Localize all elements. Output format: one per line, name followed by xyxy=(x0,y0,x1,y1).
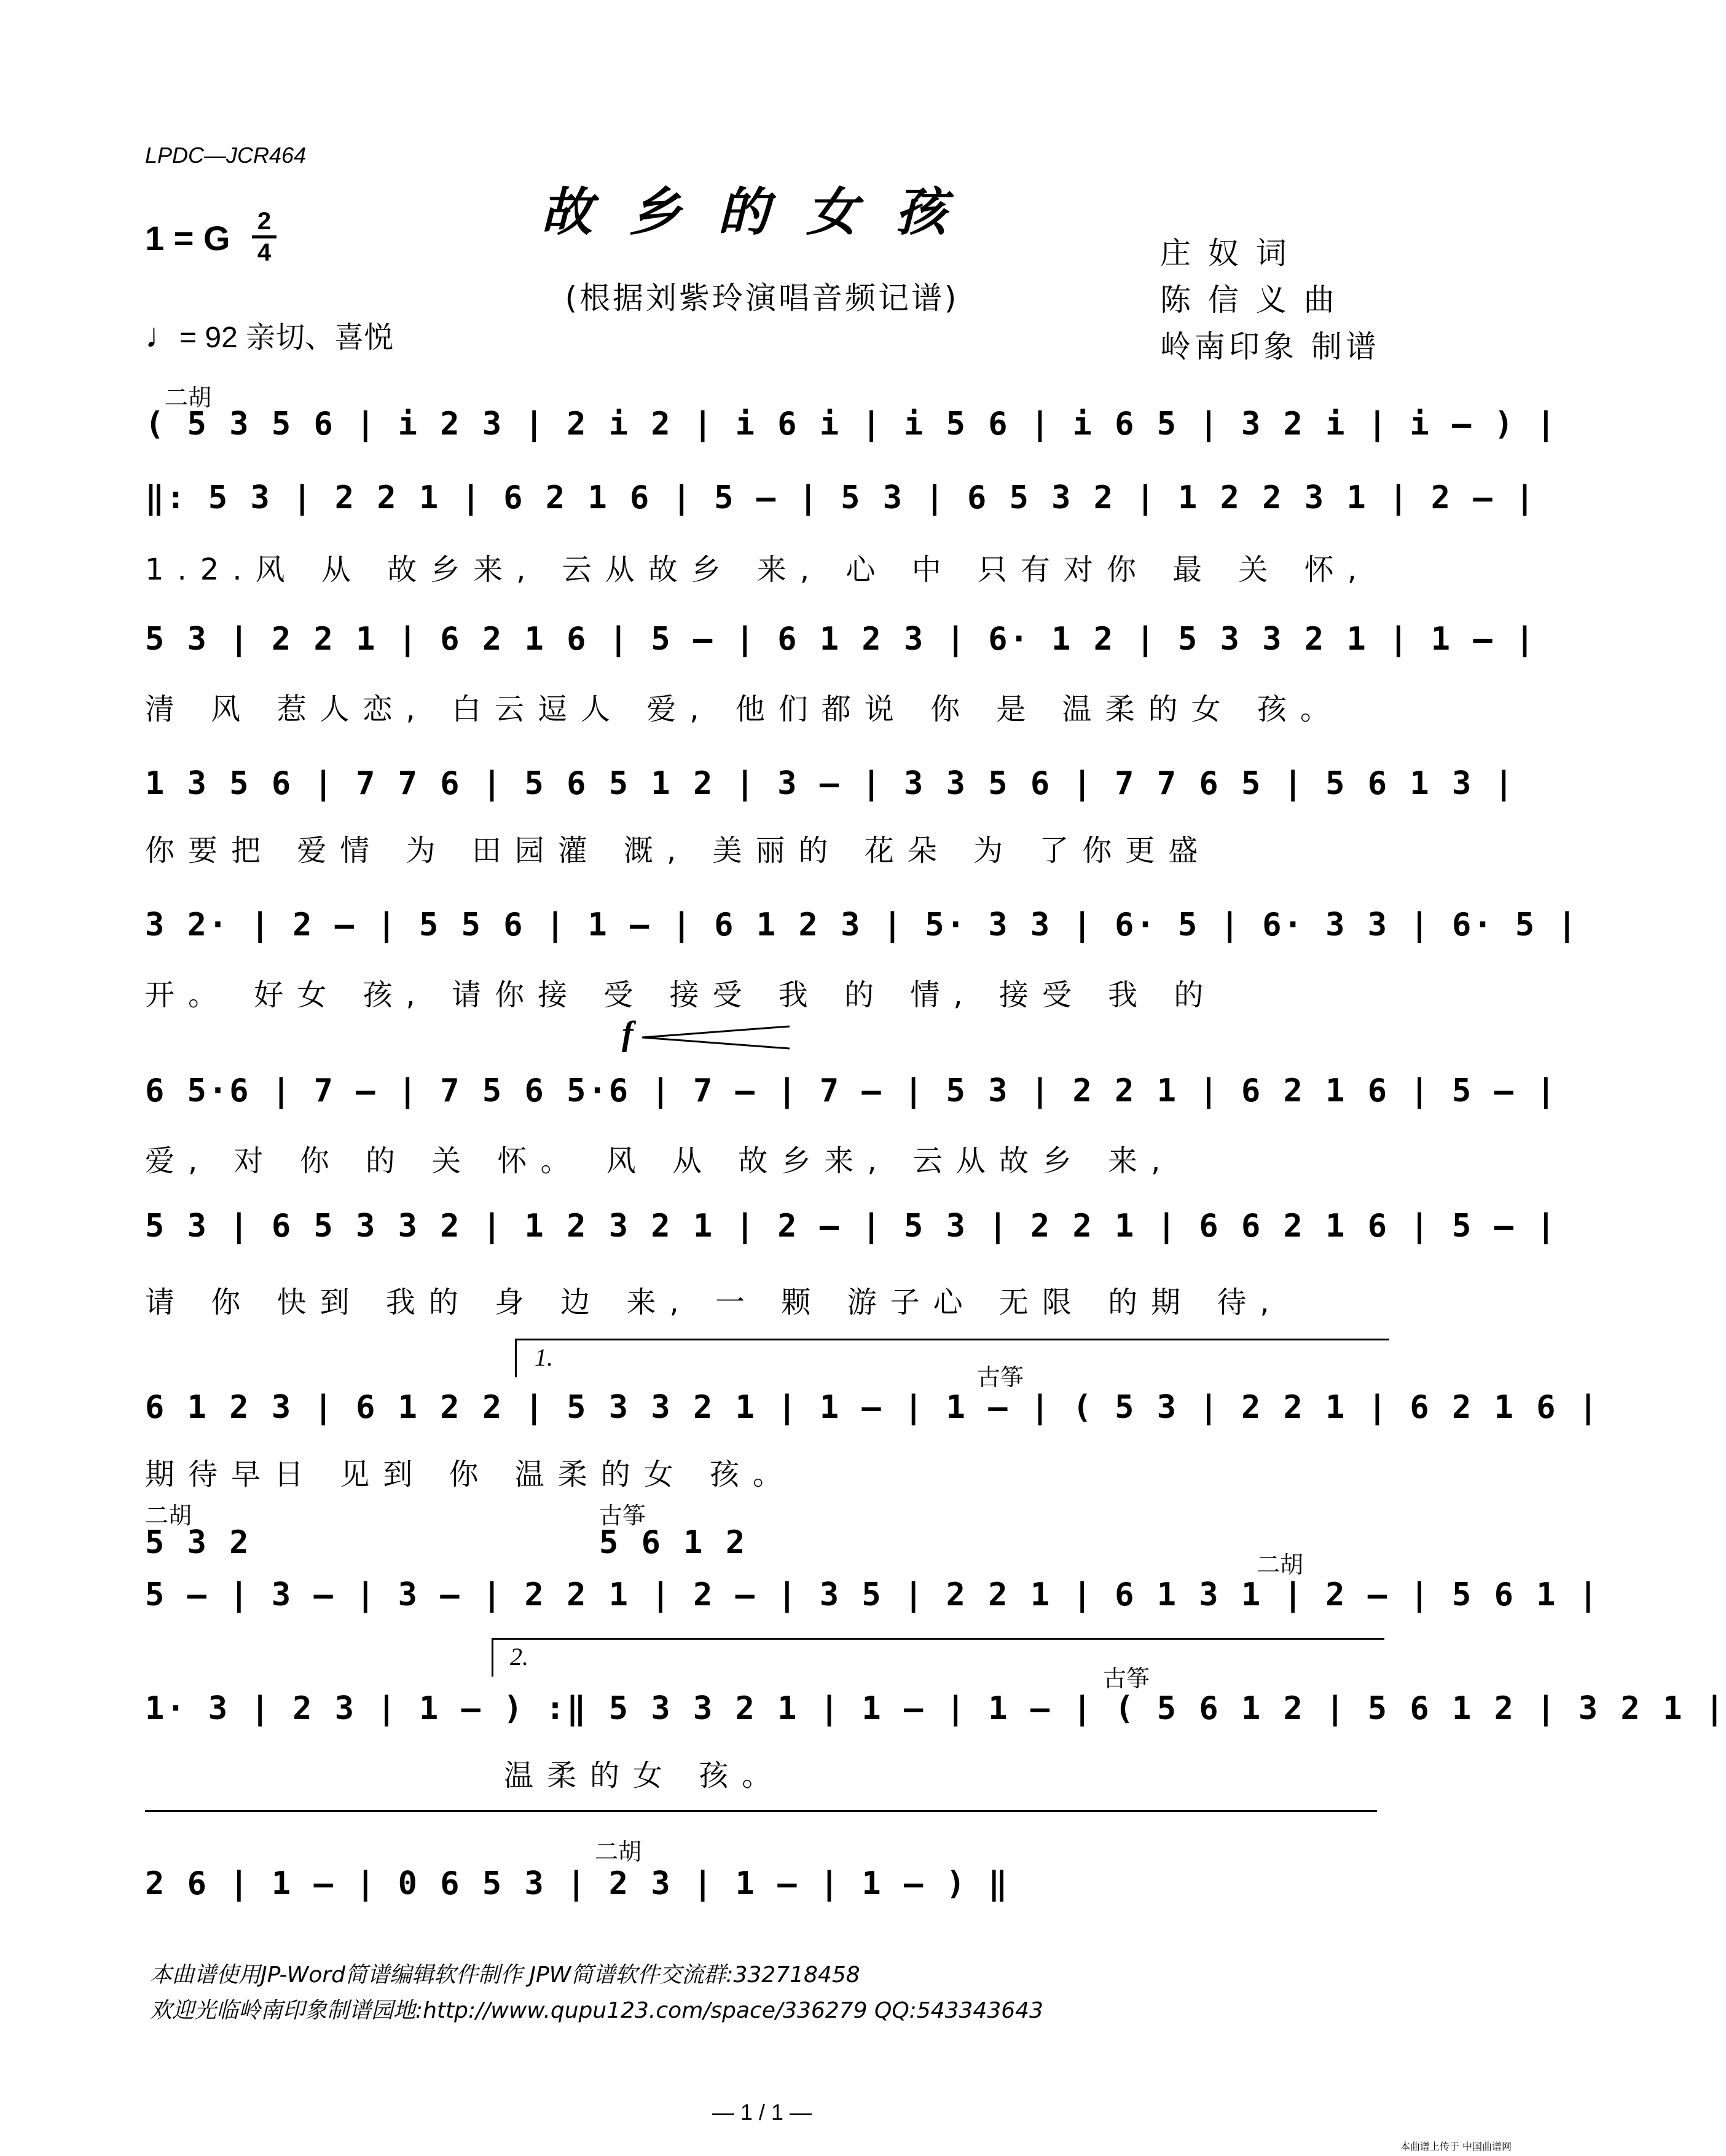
score-system-4: 1 3 5 6 | 7 7 6 | 5 6 5 1 2 | 3 – | 3 3 5 6 | 7 7 6 5 | 5 6 1 3 | xyxy=(145,765,1515,802)
guzheng-label-3: 古筝 xyxy=(1103,1665,1150,1692)
score-system-8: 6 1 2 3 | 6 1 2 2 | 5 3 3 2 1 | 1 – | 1 – | ( 5 3 | 2 2 1 | 6 2 1 6 | xyxy=(145,1389,1600,1426)
volta-2-label: 2. xyxy=(510,1643,528,1670)
lyricist-credit: 庄 奴 词 xyxy=(1160,235,1290,271)
lyric-line-2: 1.2.风 从 故乡来, 云从故乡 来, 心 中 只有对你 最 关 怀, xyxy=(145,553,1370,587)
lyric-line-7: 请 你 快到 我的 身 边 来, 一 颗 游子心 无限 的期 待, xyxy=(145,1285,1283,1320)
lyric-line-3: 清 风 惹人恋, 白云逗人 爱, 他们都说 你 是 温柔的女 孩。 xyxy=(145,692,1343,726)
guzheng-label-2: 古筝 xyxy=(599,1502,646,1529)
guzheng-label-1: 古筝 xyxy=(977,1364,1024,1391)
composer-credit: 陈 信 义 曲 xyxy=(1160,282,1338,318)
lyric-line-6: 爱, 对 你 的 关 怀。 风 从 故乡来, 云从故乡 来, xyxy=(145,1144,1174,1178)
upper-voice-erhu: 5 3 2 xyxy=(145,1524,251,1561)
lyric-line-10: 温柔的女 孩。 xyxy=(504,1758,785,1793)
volta-1-label: 1. xyxy=(535,1344,553,1371)
erhu-label-2: 二胡 xyxy=(145,1502,192,1529)
song-subtitle: (根据刘紫玲演唱音频记谱) xyxy=(565,280,959,316)
quarter-note-icon: ♩ xyxy=(145,316,179,355)
footer-software-note: 本曲谱使用JP-Word简谱编辑软件制作 JPW简谱软件交流群:332718458 xyxy=(150,1962,860,1988)
score-system-3: 5 3 | 2 2 1 | 6 2 1 6 | 5 – | 6 1 2 3 | 6· 1 2 | 5 3 3 2 1 | 1 – | xyxy=(145,621,1537,658)
score-system-6: 6 5·6 | 7 – | 7 5 6 5·6 | 7 – | 7 – | 5 3 | 2 2 1 | 6 2 1 6 | 5 – | xyxy=(145,1072,1558,1109)
erhu-label-4: 二胡 xyxy=(595,1838,642,1865)
arranger-credit: 岭南印象 制谱 xyxy=(1160,329,1380,364)
crescendo-hairpin xyxy=(642,1025,790,1050)
time-fraction-bar xyxy=(252,235,277,238)
score-system-9: 5 – | 3 – | 3 – | 2 2 1 | 2 – | 3 5 | 2 2 1 | 6 1 3 1 | 2 – | 5 6 1 | xyxy=(145,1576,1600,1613)
score-system-10: 1· 3 | 2 3 | 1 – ) :‖ 5 3 3 2 1 | 1 – | 1 – | ( 5 6 1 2 | 5 6 1 2 | 3 2 1 | xyxy=(145,1690,1726,1727)
erhu-label: 二胡 xyxy=(165,384,212,411)
volta-1-bracket xyxy=(515,1339,1389,1377)
score-system-1: ( 5 3 5 6 | i 2 3 | 2 i 2 | i 6 i | i 5 6 | i 6 5 | 3 2 i | i – ) | xyxy=(145,406,1558,443)
lyric-line-8: 期待早日 见到 你 温柔的女 孩。 xyxy=(145,1457,796,1492)
upload-watermark: 本曲谱上传于 中国曲谱网 xyxy=(1400,2141,1512,2152)
slur-line xyxy=(145,1810,1377,1812)
key-signature: 1 = G xyxy=(145,219,230,258)
catalog-number: LPDC—JCR464 xyxy=(145,143,307,168)
score-system-2: ‖: 5 3 | 2 2 1 | 6 2 1 6 | 5 – | 5 3 | 6 5 3 2 | 1 2 2 3 1 | 2 – | xyxy=(145,479,1537,516)
score-system-7: 5 3 | 6 5 3 3 2 | 1 2 3 2 1 | 2 – | 5 3 | 2 2 1 | 6 6 2 1 6 | 5 – | xyxy=(145,1208,1558,1245)
upper-voice-guzheng: 5 6 1 2 xyxy=(599,1524,747,1561)
time-signature xyxy=(252,209,277,265)
time-denominator: 4 xyxy=(257,239,272,266)
page-number: — 1 / 1 — xyxy=(712,2099,812,2125)
score-system-11: 2 6 | 1 – | 0 6 5 3 | 2 3 | 1 – | 1 – ) ‖ xyxy=(145,1865,1010,1902)
erhu-label-3: 二胡 xyxy=(1257,1551,1304,1578)
lyric-line-4: 你要把 爱情 为 田园灌 溉, 美丽的 花朵 为 了你更盛 xyxy=(145,833,1212,868)
score-system-5: 3 2· | 2 – | 5 5 6 | 1 – | 6 1 2 3 | 5· 3 3 | 6· 5 | 6· 3 3 | 6· 5 | xyxy=(145,907,1579,943)
footer-website-note: 欢迎光临岭南印象制谱园地:http://www.qupu123.com/space/336279 QQ:543343643 xyxy=(150,1998,1043,2023)
dynamic-forte: f xyxy=(622,1015,634,1053)
time-numerator: 2 xyxy=(257,208,272,235)
volta-2-bracket xyxy=(492,1638,1384,1677)
tempo-marking xyxy=(145,313,393,356)
tempo-text: = 92 亲切、喜悦 xyxy=(179,321,394,354)
song-title: 故乡的女孩 xyxy=(540,181,983,242)
lyric-line-5: 开。 好女 孩, 请你接 受 接受 我 的 情, 接受 我 的 xyxy=(145,978,1217,1012)
